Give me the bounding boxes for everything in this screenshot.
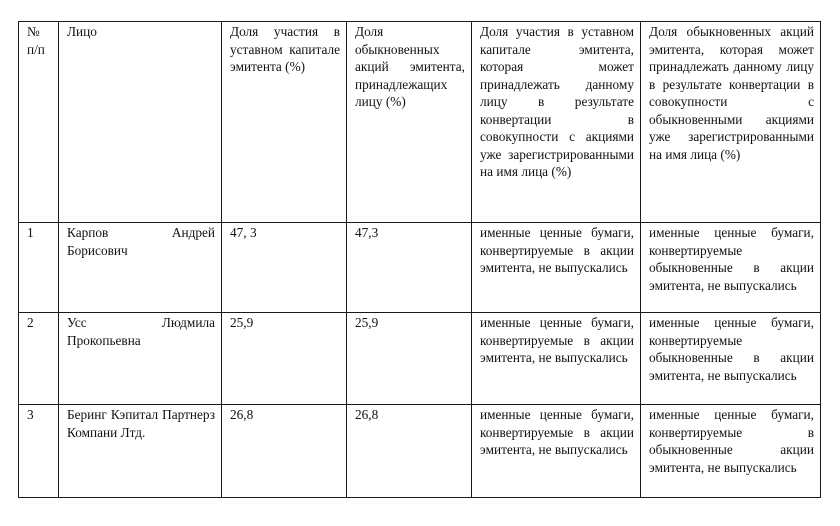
table-header-row xyxy=(19,22,821,223)
cell-capital-share: 47, 3 xyxy=(222,223,347,313)
cell-person: Усс Людмила Прокопьевна xyxy=(59,313,222,405)
cell-capital-share-after-conversion: именные ценные бумаги, конвертируемые в акции эмитента, не выпускались xyxy=(472,223,641,313)
table-row xyxy=(19,405,821,498)
cell-person: Карпов Андрей Борисович xyxy=(59,223,222,313)
cell-common-shares: 25,9 xyxy=(347,313,472,405)
shareholders-table xyxy=(18,21,821,498)
cell-capital-share: 26,8 xyxy=(222,405,347,498)
table-row xyxy=(19,313,821,405)
table-row xyxy=(19,223,821,313)
header-common-shares: Доля обыкновенных акций эмитента, принадлежащих лицу (%) xyxy=(347,22,472,223)
header-capital-share-after-conversion: Доля участия в уставном капитале эмитента, которая может принадлежать данному лицу в результате конвертации в совокупности с акциями уже зарегистрированными на имя лица (%) xyxy=(472,22,641,223)
cell-capital-share-after-conversion: именные ценные бумаги, конвертируемые в акции эмитента, не выпускались xyxy=(472,313,641,405)
cell-number: 1 xyxy=(19,223,59,313)
cell-common-shares: 47,3 xyxy=(347,223,472,313)
cell-number: 3 xyxy=(19,405,59,498)
cell-common-shares-after-conversion: именные ценные бумаги, конвертируемые в обыкновенные акции эмитента, не выпускались xyxy=(641,405,821,498)
cell-person: Беринг Кэпитал Партнерз Компани Лтд. xyxy=(59,405,222,498)
cell-common-shares-after-conversion: именные ценные бумаги, конвертируемые обыкновенные в акции эмитента, не выпускались xyxy=(641,223,821,313)
cell-common-shares: 26,8 xyxy=(347,405,472,498)
cell-number: 2 xyxy=(19,313,59,405)
header-capital-share: Доля участия в уставном капитале эмитента (%) xyxy=(222,22,347,223)
header-common-shares-after-conversion: Доля обыкновенных акций эмитента, которая может принадлежать данному лицу в результате конвертации в совокупности с обыкновенными акциями уже зарегистрированными на имя лица (%) xyxy=(641,22,821,223)
cell-capital-share-after-conversion: именные ценные бумаги, конвертируемые в акции эмитента, не выпускались xyxy=(472,405,641,498)
cell-capital-share: 25,9 xyxy=(222,313,347,405)
header-number: № п/п xyxy=(19,22,59,223)
header-person: Лицо xyxy=(59,22,222,223)
cell-common-shares-after-conversion: именные ценные бумаги, конвертируемые обыкновенные в акции эмитента, не выпускались xyxy=(641,313,821,405)
